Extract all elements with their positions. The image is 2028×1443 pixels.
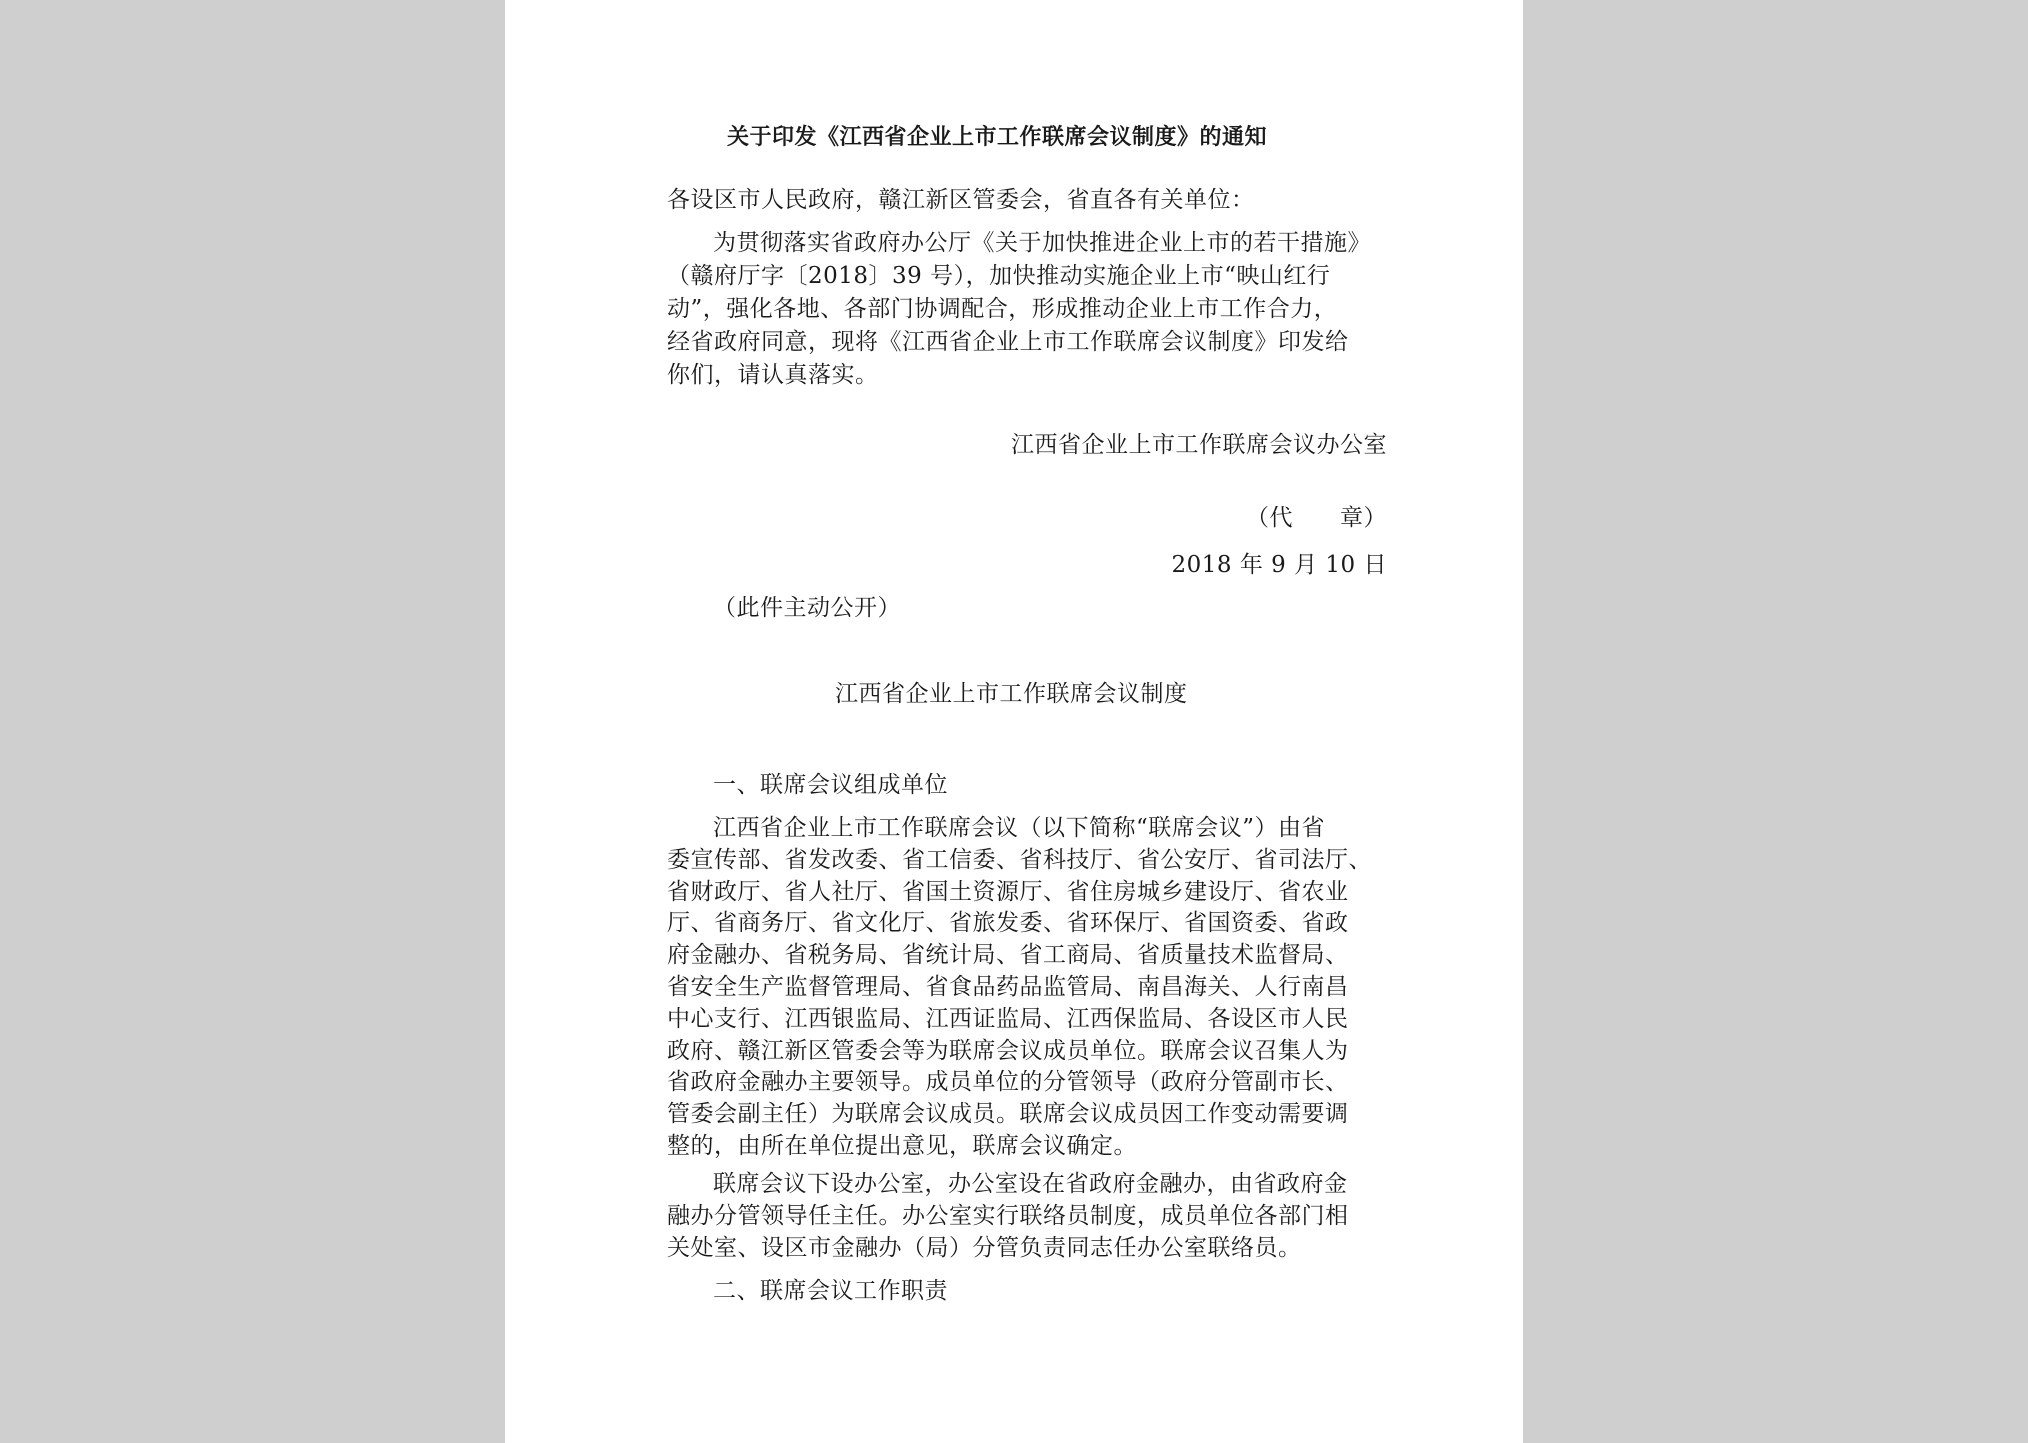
regulation-title: 江西省企业上市工作联席会议制度 (835, 681, 1188, 707)
notice-body-line: 动”，强化各地、各部门协调配合，形成推动企业上市工作合力， (667, 296, 1338, 322)
paragraph-line: 关处室、设区市金融办（局）分管负责同志任办公室联络员。 (667, 1235, 1302, 1261)
paragraph-line: 中心支行、江西银监局、江西证监局、江西保监局、各设区市人民 (667, 1006, 1349, 1032)
notice-issuer: 江西省企业上市工作联席会议办公室 (1011, 432, 1387, 458)
notice-title: 关于印发《江西省企业上市工作联席会议制度》的通知 (727, 124, 1268, 150)
paragraph-line: 融办分管领导任主任。办公室实行联络员制度，成员单位各部门相 (667, 1203, 1349, 1229)
notice-body-line: 经省政府同意，现将《江西省企业上市工作联席会议制度》印发给 (667, 329, 1349, 355)
paragraph-line: 委宣传部、省发改委、省工信委、省科技厅、省公安厅、省司法厅、 (667, 847, 1372, 873)
notice-addressee: 各设区市人民政府，赣江新区管委会，省直各有关单位： (667, 187, 1255, 213)
paragraph-line: 政府、赣江新区管委会等为联席会议成员单位。联席会议召集人为 (667, 1038, 1349, 1064)
paragraph-line: 厅、省商务厅、省文化厅、省旅发委、省环保厅、省国资委、省政 (667, 910, 1349, 936)
notice-date: 2018 年 9 月 10 日 (1171, 552, 1387, 578)
section-heading-2: 二、联席会议工作职责 (713, 1278, 948, 1304)
document-page (505, 0, 1523, 1443)
paragraph-line: 省政府金融办主要领导。成员单位的分管领导（政府分管副市长、 (667, 1069, 1349, 1095)
paragraph-line: 整的，由所在单位提出意见，联席会议确定。 (667, 1133, 1137, 1159)
notice-seal-note: （代 章） (1246, 505, 1387, 531)
paragraph-line: 江西省企业上市工作联席会议（以下简称“联席会议”）由省 (713, 815, 1326, 841)
paragraph-line: 省安全生产监督管理局、省食品药品监管局、南昌海关、人行南昌 (667, 974, 1349, 1000)
paragraph-line: 省财政厅、省人社厅、省国土资源厅、省住房城乡建设厅、省农业 (667, 879, 1349, 905)
paragraph-line: 联席会议下设办公室，办公室设在省政府金融办，由省政府金 (713, 1171, 1348, 1197)
notice-body-line: 你们，请认真落实。 (667, 362, 879, 388)
paragraph-line: 府金融办、省税务局、省统计局、省工商局、省质量技术监督局、 (667, 942, 1349, 968)
notice-disclosure: （此件主动公开） (713, 595, 901, 621)
notice-body-line: （赣府厅字〔2018〕39 号），加快推动实施企业上市“映山红行 (667, 263, 1331, 289)
notice-body-line: 为贯彻落实省政府办公厅《关于加快推进企业上市的若干措施》 (713, 230, 1371, 256)
section-heading-1: 一、联席会议组成单位 (713, 772, 948, 798)
paragraph-line: 管委会副主任）为联席会议成员。联席会议成员因工作变动需要调 (667, 1101, 1349, 1127)
